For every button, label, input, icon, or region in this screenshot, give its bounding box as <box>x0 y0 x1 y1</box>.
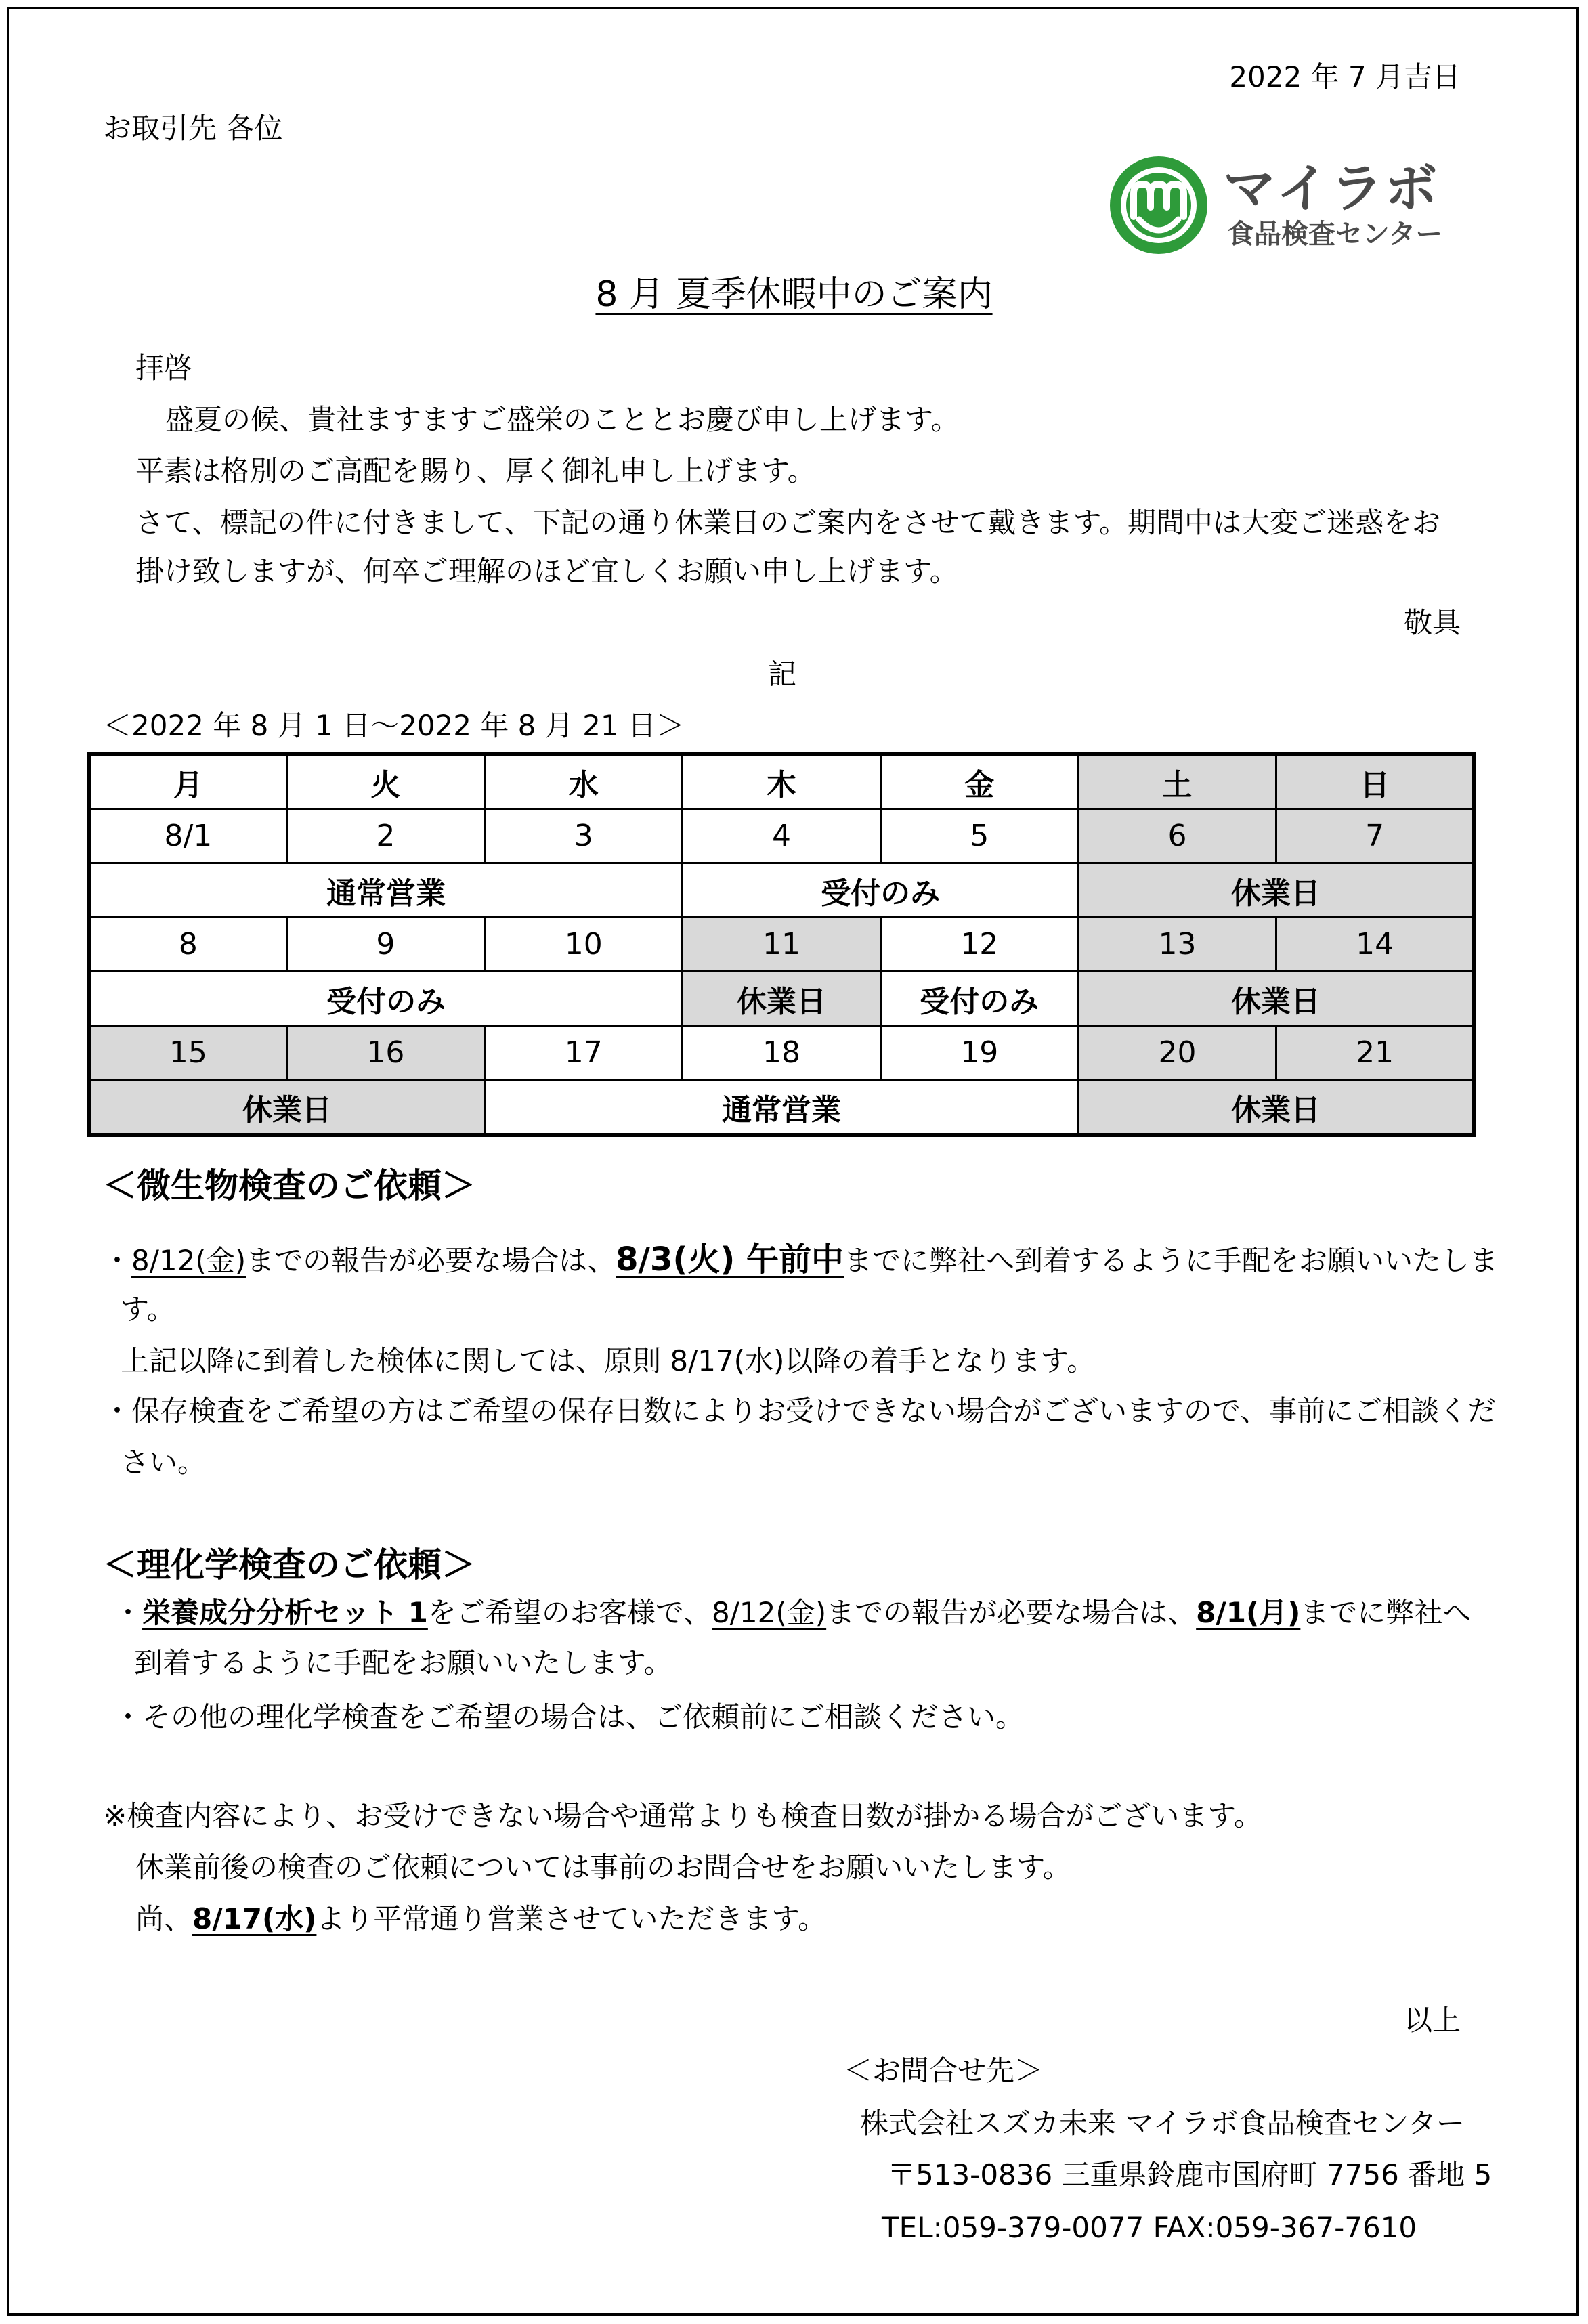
micro-bullet-1-cont: す。 <box>121 1293 175 1326</box>
status-cell: 通常営業 <box>89 863 683 918</box>
date-cell: 17 <box>485 1026 683 1080</box>
weekday-tue: 火 <box>286 754 484 809</box>
greeting-line-1: 盛夏の候、貴社ますますご盛栄のこととお慶び申し上げます。 <box>165 403 960 436</box>
company-address: 〒513-0836 三重県鈴鹿市国府町 7756 番地 5 <box>887 2158 1493 2191</box>
date-cell: 16 <box>286 1026 484 1080</box>
week3-status <box>89 1080 1474 1136</box>
date-cell: 21 <box>1276 1026 1474 1080</box>
week3-dates <box>89 1026 1474 1080</box>
date-cell: 6 <box>1078 809 1276 863</box>
week2-dates <box>89 918 1474 972</box>
weekday-thu: 木 <box>683 754 880 809</box>
date-cell: 5 <box>880 809 1078 863</box>
closing-word: 敬具 <box>1403 606 1461 639</box>
issue-date: 2022 年 7 月吉日 <box>1229 60 1461 93</box>
company-name: 株式会社スズカ未来 マイラボ食品検査センター <box>860 2107 1465 2140</box>
date-cell: 2 <box>286 809 484 863</box>
contact-heading: ＜お問合せ先＞ <box>844 2054 1044 2087</box>
chem-bullet-2: ・その他の理化学検査をご希望の場合は、ご依頼前にご相談ください。 <box>114 1700 1025 1734</box>
date-cell: 4 <box>683 809 880 863</box>
date-cell: 3 <box>485 809 683 863</box>
status-cell: 休業日 <box>1078 972 1474 1026</box>
micro-bullet-2-cont: さい。 <box>121 1446 207 1479</box>
contact-phone-fax: TEL:059-379-0077 FAX:059-367-7610 <box>882 2211 1417 2244</box>
greeting-line-3: さて、標記の件に付きまして、下記の通り休業日のご案内をさせて戴きます。期間中は大変ご迷惑をお <box>135 506 1440 539</box>
logo-name: マイラボ <box>1223 158 1439 219</box>
chem-bullet-1: ・栄養成分分析セット 1をご希望のお客様で、8/12(金)までの報告が必要な場合は、8/1(月)までに弊社へ <box>114 1596 1472 1629</box>
date-cell: 7 <box>1276 809 1474 863</box>
status-cell: 休業日 <box>89 1080 485 1136</box>
document-title: 8 月 夏季休暇中のご案内 <box>595 274 993 315</box>
note-1: ※検査内容により、お受けできない場合や通常よりも検査日数が掛かる場合がございます。 <box>103 1799 1262 1832</box>
weekday-mon: 月 <box>89 754 286 809</box>
mylabo-logo-icon <box>1108 154 1209 256</box>
ijo-closing: 以上 <box>1403 2004 1461 2037</box>
week1-status <box>89 863 1474 918</box>
opening-word: 拝啓 <box>135 351 193 385</box>
date-cell: 20 <box>1078 1026 1276 1080</box>
period-label: ＜2022 年 8 月 1 日～2022 年 8 月 21 日＞ <box>103 709 685 742</box>
date-cell: 19 <box>880 1026 1078 1080</box>
greeting-line-4: 掛け致しますが、何卒ご理解のほど宜しくお願い申し上げます。 <box>135 555 958 588</box>
micro-bullet-1: ・8/12(金)までの報告が必要な場合は、8/3(火) 午前中までに弊社へ到着するように手配をお願いいたしま <box>103 1241 1499 1278</box>
chem-heading: ＜理化学検査のご依頼＞ <box>103 1545 475 1585</box>
holiday-calendar <box>87 752 1476 1137</box>
page-border <box>7 7 1579 2316</box>
weekday-fri: 金 <box>880 754 1078 809</box>
status-cell: 休業日 <box>683 972 880 1026</box>
greeting-line-2: 平素は格別のご高配を賜り、厚く御礼申し上げます。 <box>135 454 816 488</box>
logo-subtitle: 食品検査センター <box>1227 219 1443 250</box>
date-cell: 18 <box>683 1026 880 1080</box>
week2-status <box>89 972 1474 1026</box>
week1-dates <box>89 809 1474 863</box>
status-cell: 受付のみ <box>683 863 1079 918</box>
date-cell: 8/1 <box>89 809 286 863</box>
date-cell: 12 <box>880 918 1078 972</box>
micro-note: 上記以降に到着した検体に関しては、原則 8/17(水)以降の着手となります。 <box>121 1344 1096 1377</box>
micro-bullet-2: ・保存検査をご希望の方はご希望の保存日数によりお受けできない場合がございますので、事前にご相談くだ <box>103 1394 1497 1427</box>
weekday-wed: 水 <box>485 754 683 809</box>
addressee: お取引先 各位 <box>103 112 283 145</box>
date-cell: 8 <box>89 918 286 972</box>
ki-mark: 記 <box>768 658 797 691</box>
weekday-sat: 土 <box>1078 754 1276 809</box>
note-3: 尚、8/17(水)より平常通り営業させていただきます。 <box>135 1902 827 1935</box>
date-cell: 9 <box>286 918 484 972</box>
date-cell: 14 <box>1276 918 1474 972</box>
status-cell: 受付のみ <box>880 972 1078 1026</box>
weekday-sun: 日 <box>1276 754 1474 809</box>
micro-heading: ＜微生物検査のご依頼＞ <box>103 1166 475 1205</box>
note-2: 休業前後の検査のご依頼については事前のお問合せをお願いいたします。 <box>135 1851 1071 1884</box>
status-cell: 受付のみ <box>89 972 683 1026</box>
date-cell: 15 <box>89 1026 286 1080</box>
status-cell: 休業日 <box>1078 863 1474 918</box>
date-cell: 11 <box>683 918 880 972</box>
date-cell: 10 <box>485 918 683 972</box>
date-cell: 13 <box>1078 918 1276 972</box>
status-cell: 通常営業 <box>485 1080 1079 1136</box>
chem-bullet-1-cont: 到着するように手配をお願いいたします。 <box>134 1646 672 1679</box>
status-cell: 休業日 <box>1078 1080 1474 1136</box>
weekday-row <box>89 754 1474 809</box>
